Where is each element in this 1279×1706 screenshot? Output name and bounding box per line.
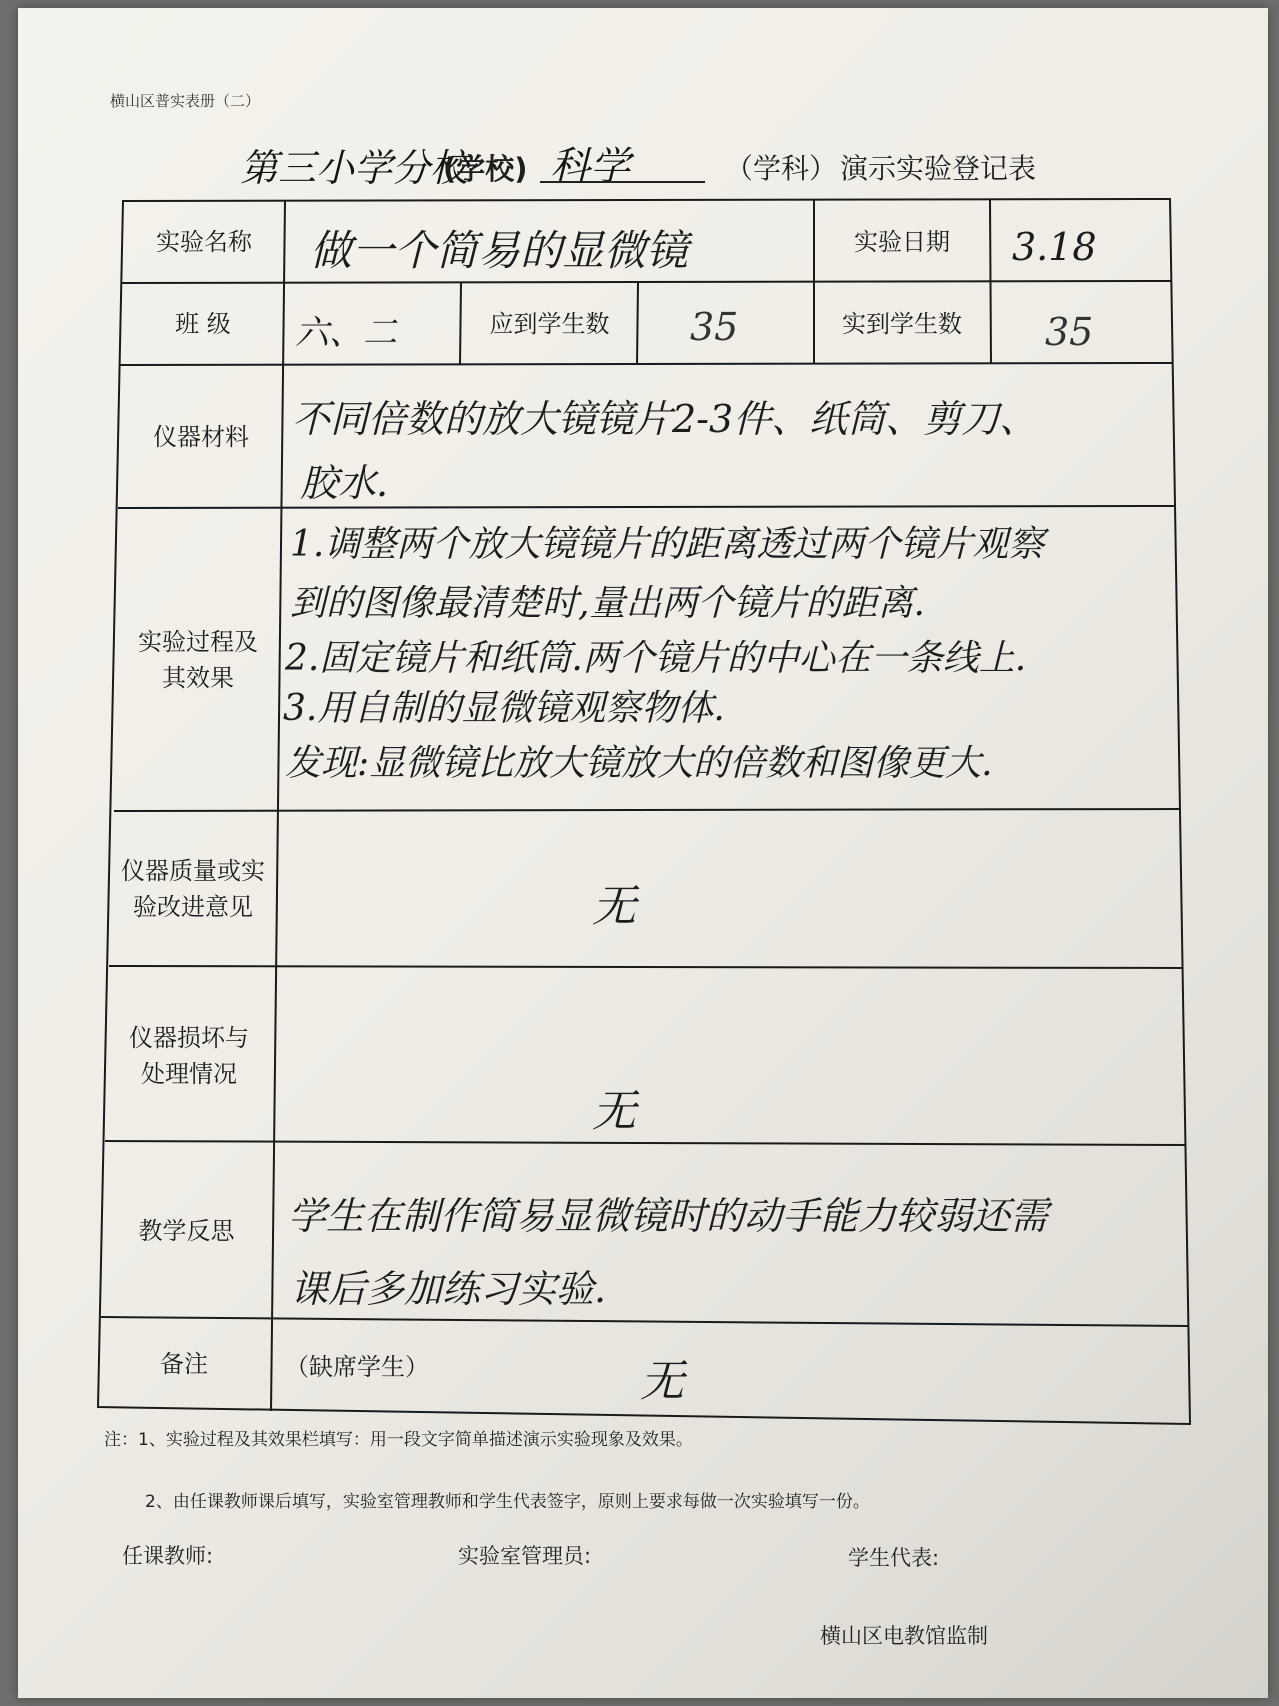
- label-process-text: 实验过程及其效果: [138, 627, 258, 692]
- value-process-line5: 发现:显微镜比放大镜放大的倍数和图像更大.: [285, 743, 993, 784]
- label-materials: 仪器材料: [153, 422, 249, 451]
- value-materials-line2: 胶水.: [300, 461, 389, 505]
- label-class: 班 级: [175, 310, 231, 338]
- row-line-1: [121, 281, 1171, 283]
- row-line-5: [109, 966, 1183, 968]
- value-reflection-line2: 课后多加练习实验.: [290, 1267, 607, 1311]
- form-title-text: 演示实验登记表: [840, 152, 1037, 185]
- label-expected-students: 应到学生数: [489, 310, 610, 338]
- note-1: 注：1、实验过程及其效果栏填写：用一段文字简单描述演示实验现象及效果。: [104, 1430, 693, 1450]
- signature-lab-admin: 实验室管理员:: [458, 1544, 592, 1568]
- value-process-line4: 3.用自制的显微镜观察物体.: [283, 688, 725, 729]
- value-process-line3: 2.固定镜片和纸筒.两个镜片的中心在一条线上.: [285, 638, 1027, 679]
- row-line-3: [118, 506, 1175, 508]
- value-expected-students: 35: [690, 305, 739, 349]
- row-line-2: [119, 363, 1173, 365]
- label-experiment-name: 实验名称: [156, 228, 252, 256]
- col-line-b: [637, 283, 638, 365]
- school-name: 第三小学分校: [240, 146, 469, 190]
- footer-credit: 横山区电教馆监制: [820, 1624, 988, 1648]
- note-2: 2、由任课教师课后填写，实验室管理教师和学生代表签字，原则上要求每做一次实验填写一份。: [145, 1492, 870, 1512]
- label-remarks: 备注: [160, 1350, 208, 1378]
- signature-student-rep: 学生代表:: [848, 1546, 940, 1570]
- row-line-4: [114, 809, 1181, 811]
- value-experiment-name: 做一个简易的显微镜: [310, 226, 689, 275]
- subject-label: （学科）: [725, 152, 838, 185]
- school-label: (学校): [443, 152, 528, 186]
- col-line-d: [990, 200, 991, 364]
- label-damage: [108, 968, 270, 1143]
- value-process-line2: 到的图像最清楚时,量出两个镜片的距离.: [290, 583, 925, 624]
- subject-name: 科学: [550, 144, 630, 190]
- label-experiment-date: 实验日期: [854, 228, 950, 256]
- value-class: 六、二: [295, 313, 397, 353]
- value-materials-line1: 不同倍数的放大镜镜片2-3件、纸筒、剪刀、: [292, 397, 1038, 441]
- signature-teacher: 任课教师:: [122, 1544, 214, 1568]
- label-damage-text: 仪器损坏与处理情况: [129, 1023, 249, 1088]
- series-label: 横山区普实表册（二）: [110, 92, 261, 110]
- label-quality: [113, 813, 273, 965]
- value-experiment-date: 3.18: [1012, 225, 1097, 269]
- label-quality-text: 仪器质量或实验改进意见: [121, 857, 265, 921]
- value-damage: 无: [592, 1086, 636, 1137]
- value-quality: 无: [592, 881, 636, 932]
- label-absent: （缺席学生）: [285, 1353, 429, 1381]
- value-absent: 无: [640, 1356, 684, 1407]
- label-process: [118, 510, 278, 809]
- label-reflection: 教学反思: [138, 1217, 235, 1245]
- value-process-line1: 1.调整两个放大镜镜片的距离透过两个镜片观察: [290, 524, 1045, 565]
- col-line-a: [460, 283, 461, 365]
- label-actual-students: 实到学生数: [842, 310, 962, 338]
- value-reflection-line1: 学生在制作简易显微镜时的动手能力较弱还需: [288, 1194, 1049, 1238]
- value-actual-students: 35: [1045, 310, 1094, 354]
